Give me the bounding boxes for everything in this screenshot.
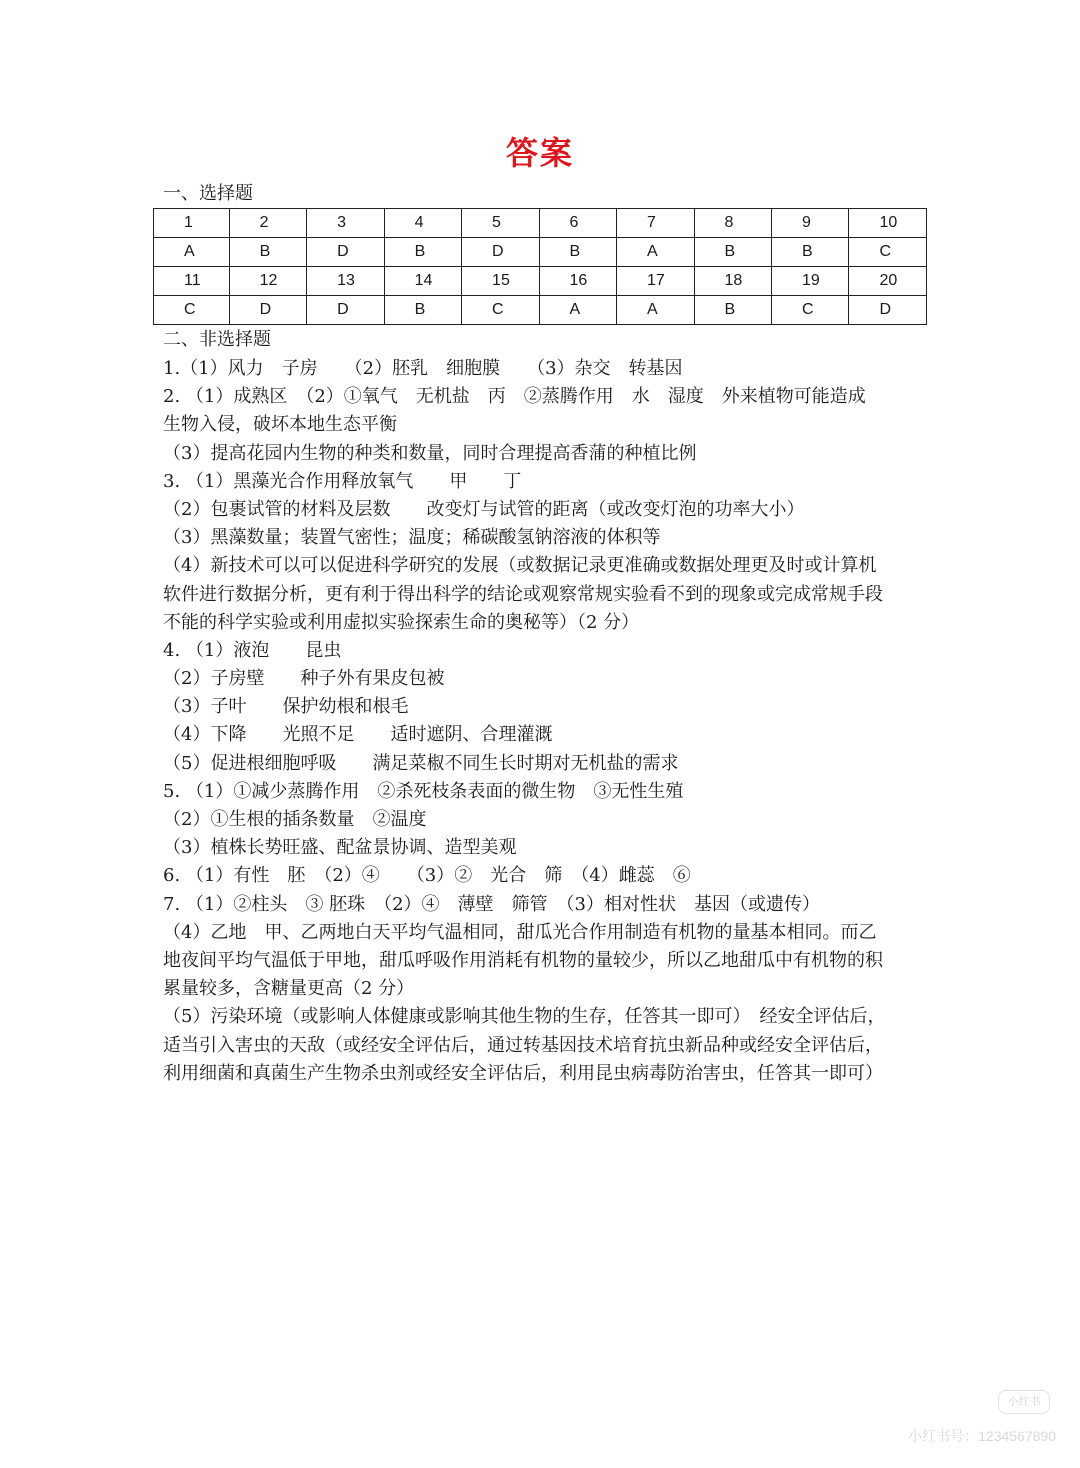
answer-cell: A [617, 238, 694, 267]
answer-line: 2. （1）成熟区 （2）①氧气 无机盐 丙 ②蒸腾作用 水 湿度 外来植物可能造成 [163, 386, 866, 408]
answer-line: （2）①生根的插条数量 ②温度 [163, 809, 427, 830]
answer-line: （4）新技术可以可以促进科学研究的发展（或数据记录更准确或数据处理更及时或计算机 [163, 555, 877, 577]
answer-row [154, 296, 927, 325]
answer-line: 不能的科学实验或利用虚拟实验探索生命的奥秘等）（2 分） [163, 611, 640, 633]
answer-line: （4）下降 光照不足 适时遮阴、合理灌溉 [163, 724, 553, 746]
answer-cell: D [849, 296, 927, 325]
question-number-cell: 8 [694, 209, 771, 238]
answer-line: 软件进行数据分析，更有利于得出科学的结论或观察常规实验看不到的现象或完成常规手段 [163, 583, 883, 605]
answer-line: 累量较多，含糖量更高（2 分） [163, 978, 415, 1000]
answer-cell: C [849, 238, 927, 267]
answer-line: （3）子叶 保护幼根和根毛 [163, 696, 409, 718]
answer-line: （3）黑藻数量；装置气密性；温度；稀碳酸氢钠溶液的体积等 [163, 527, 661, 549]
question-number-cell: 11 [154, 267, 230, 296]
answer-cell: D [462, 238, 539, 267]
question-number-cell: 20 [849, 267, 927, 296]
answer-cell: B [384, 238, 461, 267]
answer-cell: C [771, 296, 848, 325]
question-number-cell: 7 [617, 209, 694, 238]
answer-cell: B [771, 238, 848, 267]
question-number-cell: 17 [617, 267, 694, 296]
answer-line: 生物入侵，破坏本地生态平衡 [163, 414, 397, 436]
answer-cell: B [694, 296, 771, 325]
answer-cell: C [154, 296, 230, 325]
choice-answer-table [153, 208, 927, 325]
answer-cell: D [307, 296, 384, 325]
question-number-cell: 5 [462, 209, 539, 238]
question-number-cell: 6 [539, 209, 616, 238]
question-number-row [154, 267, 927, 296]
section-heading-nonchoice: 二、非选择题 [163, 329, 271, 350]
question-number-cell: 12 [229, 267, 306, 296]
question-number-row [154, 209, 927, 238]
answer-line: 利用细菌和真菌生产生物杀虫剂或经安全评估后，利用昆虫病毒防治害虫，任答其一即可） [163, 1062, 883, 1084]
answer-line: 适当引入害虫的天敌（或经安全评估后，通过转基因技术培育抗虫新品种或经安全评估后， [163, 1034, 883, 1056]
answer-line: 4. （1）液泡 昆虫 [163, 639, 342, 661]
question-number-cell: 1 [154, 209, 230, 238]
nonchoice-answers [163, 355, 923, 1088]
page-title: 答案 [505, 134, 574, 172]
answer-row [154, 238, 927, 267]
answer-cell: B [694, 238, 771, 267]
answer-line: （3）提高花园内生物的种类和数量，同时合理提高香蒲的种植比例 [163, 442, 697, 464]
answer-line: （3）植株长势旺盛、配盆景协调、造型美观 [163, 837, 517, 859]
answer-line: 6. （1）有性 胚 （2）④ （3）② 光合 筛 （4）雌蕊 ⑥ [163, 865, 691, 887]
question-number-cell: 18 [694, 267, 771, 296]
answer-cell: A [539, 296, 616, 325]
watermark-logo: 小红书 [998, 1390, 1050, 1414]
question-number-cell: 3 [307, 209, 384, 238]
watermark-text: 小红书号：1234567890 [908, 1428, 1056, 1444]
answer-line: 7. （1）②柱头 ③ 胚珠 （2）④ 薄壁 筛管 （3）相对性状 基因（或遗传） [163, 893, 820, 915]
question-number-cell: 14 [384, 267, 461, 296]
answer-line: （5）促进根细胞呼吸 满足菜椒不同生长时期对无机盐的需求 [163, 752, 679, 774]
answer-line: （2）子房壁 种子外有果皮包被 [163, 668, 445, 690]
question-number-cell: 9 [771, 209, 848, 238]
answer-cell: A [617, 296, 694, 325]
answer-line: （2）包裹试管的材料及层数 改变灯与试管的距离（或改变灯泡的功率大小） [163, 498, 805, 520]
question-number-cell: 2 [229, 209, 306, 238]
answer-line: （5）污染环境（或影响人体健康或影响其他生物的生存，任答其一即可） 经安全评估后， [163, 1006, 886, 1028]
answer-line: 地夜间平均气温低于甲地，甜瓜呼吸作用消耗有机物的量较少，所以乙地甜瓜中有机物的积 [163, 949, 883, 971]
answer-line: （4）乙地 甲、乙两地白天平均气温相同，甜瓜光合作用制造有机物的量基本相同。而乙 [163, 921, 877, 943]
answer-line: 5. （1）①减少蒸腾作用 ②杀死枝条表面的微生物 ③无性生殖 [163, 780, 684, 802]
answer-cell: D [307, 238, 384, 267]
section-heading-choice: 一、选择题 [163, 183, 253, 204]
answer-cell: A [154, 238, 230, 267]
answer-cell: D [229, 296, 306, 325]
question-number-cell: 10 [849, 209, 927, 238]
question-number-cell: 4 [384, 209, 461, 238]
answer-cell: C [462, 296, 539, 325]
answer-cell: B [384, 296, 461, 325]
question-number-cell: 13 [307, 267, 384, 296]
answer-cell: B [229, 238, 306, 267]
question-number-cell: 15 [462, 267, 539, 296]
answer-line: 3. （1）黑藻光合作用释放氧气 甲 丁 [163, 470, 522, 492]
answer-line: 1.（1）风力 子房 （2）胚乳 细胞膜 （3）杂交 转基因 [163, 358, 683, 379]
answer-cell: B [539, 238, 616, 267]
question-number-cell: 19 [771, 267, 848, 296]
question-number-cell: 16 [539, 267, 616, 296]
